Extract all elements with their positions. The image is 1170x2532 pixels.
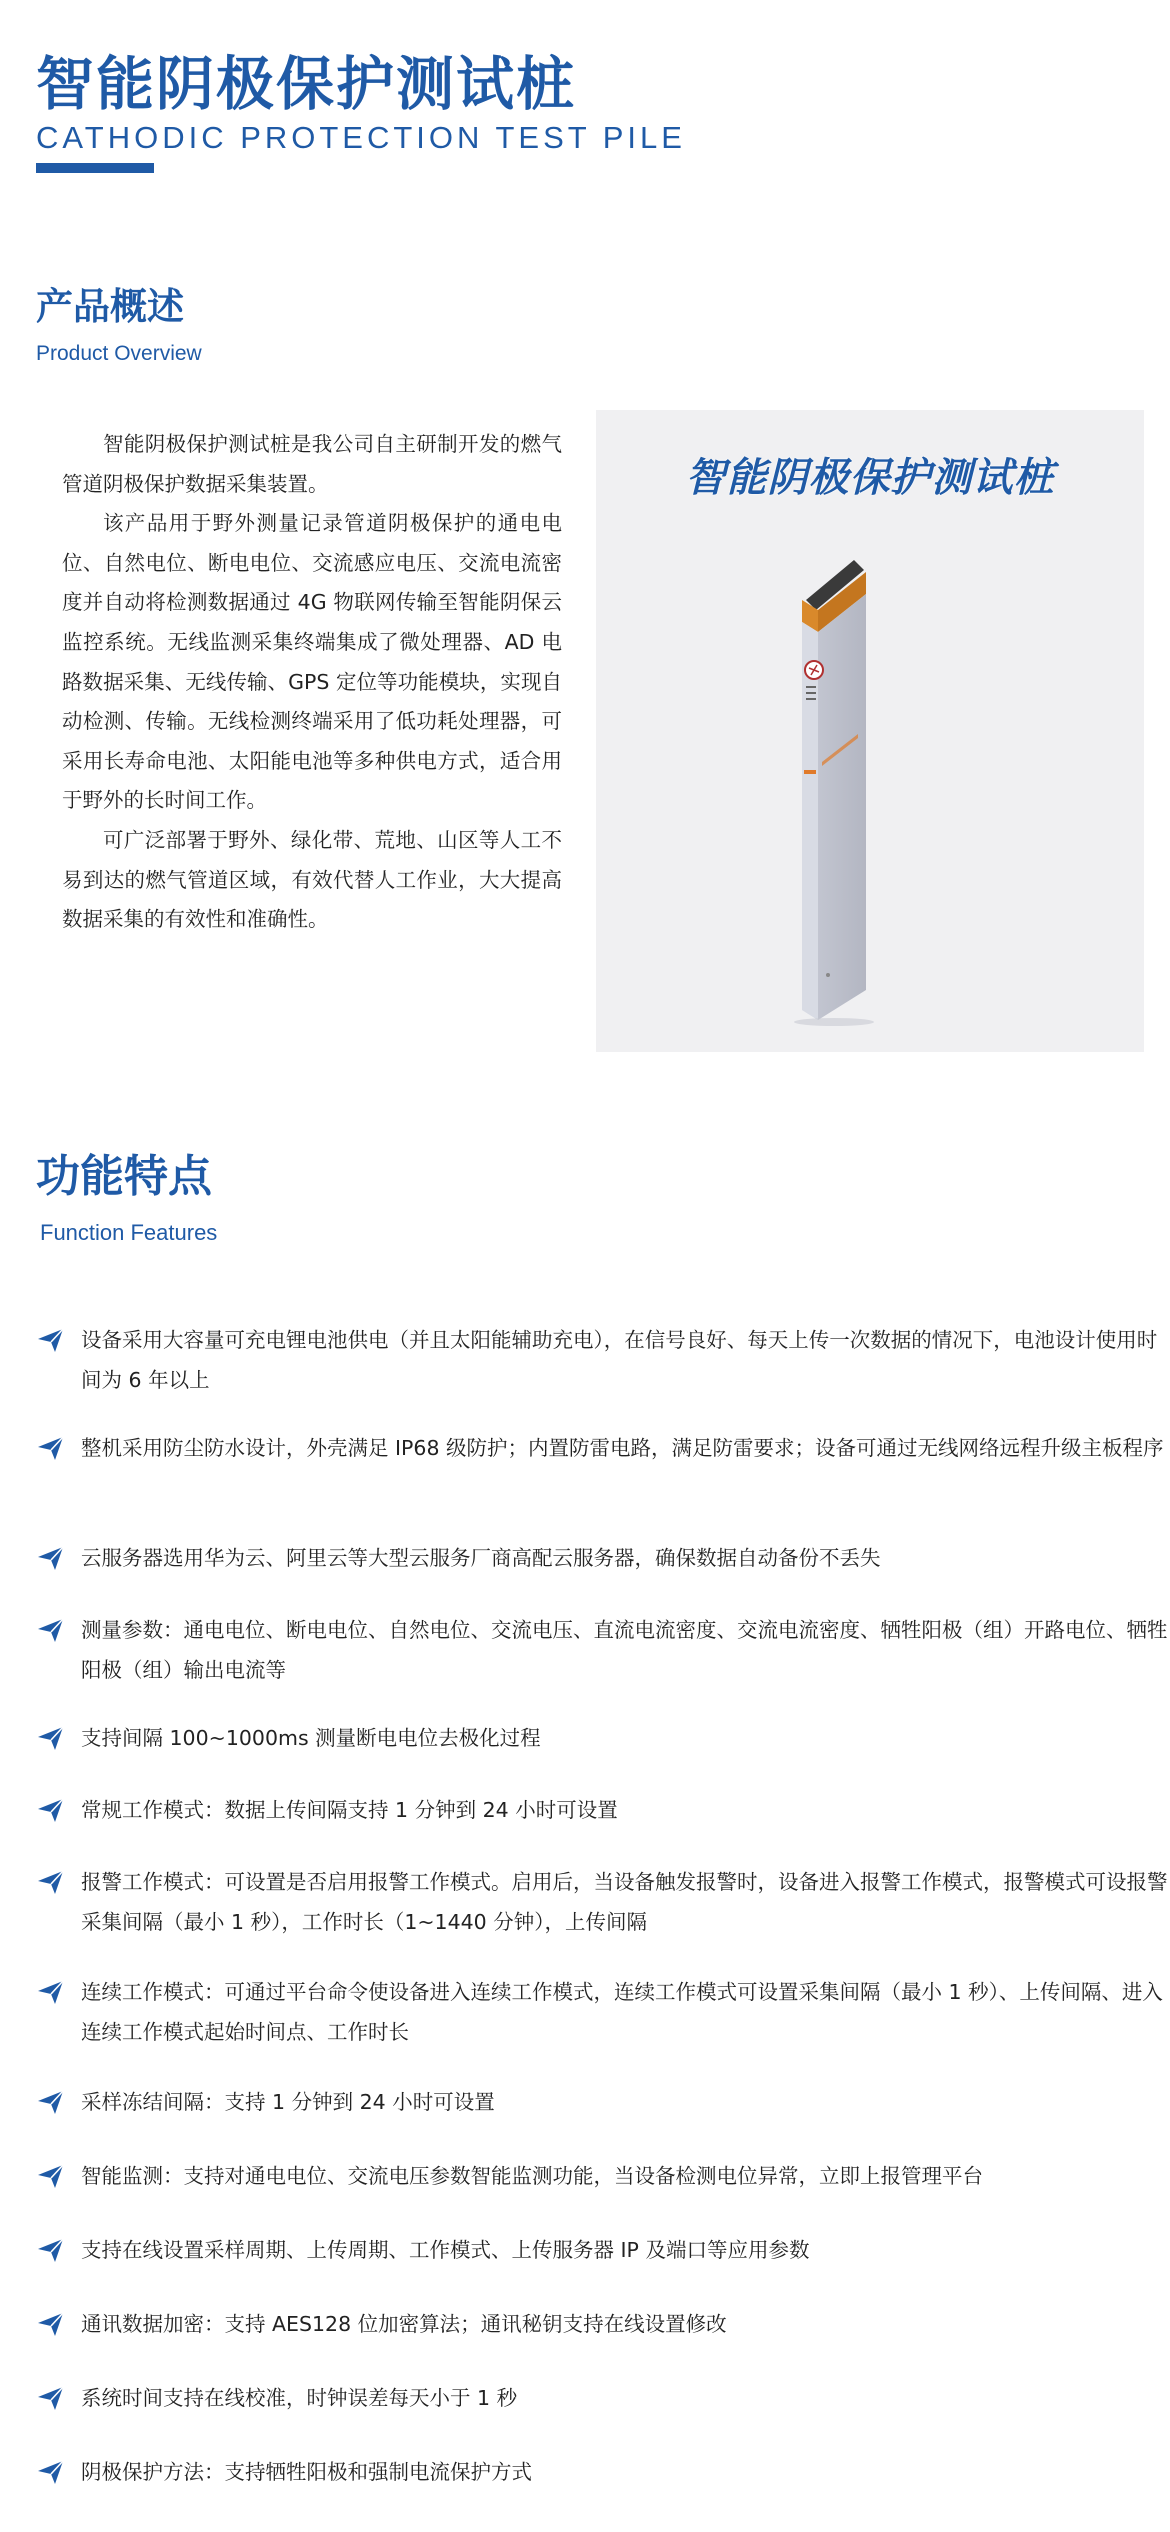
feature-text: 测量参数：通电电位、断电电位、自然电位、交流电压、直流电流密度、交流电流密度、牺牲阳极（组）开路电位、牺牲阳极（组）输出电流等	[81, 1618, 1168, 1682]
paper-plane-icon	[36, 1543, 66, 1573]
overview-subheading: Product Overview	[36, 342, 202, 365]
paper-plane-icon	[36, 1977, 66, 2007]
overview-heading: 产品概述	[36, 285, 184, 328]
feature-text: 支持间隔 100~1000ms 测量断电电位去极化过程	[81, 1726, 541, 1750]
feature-text: 云服务器选用华为云、阿里云等大型云服务厂商高配云服务器，确保数据自动备份不丢失	[81, 1546, 881, 1570]
features-heading: 功能特点	[36, 1151, 212, 1202]
overview-paragraph: 该产品用于野外测量记录管道阴极保护的通电电位、自然电位、断电电位、交流感应电压、交流电流密度并自动将检测数据通过 4G 物联网传输至智能阴保云监控系统。无线监测采集终端集成了微处理器、AD 电路数据采集、无线传输、GPS 定位等功能模块，实现自动检测、传输。无线检测终端采用了低功耗处理器，可采用长寿命电池、太阳能电池等多种供电方式，适合用于野外的长时间工作。	[62, 511, 562, 813]
overview-paragraph: 可广泛部署于野外、绿化带、荒地、山区等人工不易到达的燃气管道区域，有效代替人工作业，大大提高数据采集的有效性和准确性。	[62, 827, 562, 932]
title-underline-bar	[36, 163, 154, 173]
paper-plane-icon	[36, 2161, 66, 2191]
overview-paragraph: 智能阴极保护测试桩是我公司自主研制开发的燃气管道阴极保护数据采集装置。	[62, 432, 562, 496]
features-subheading: Function Features	[40, 1220, 218, 1245]
page-title: 智能阴极保护测试桩	[36, 50, 577, 118]
feature-text: 通讯数据加密：支持 AES128 位加密算法；通讯秘钥支持在线设置修改	[81, 2312, 727, 2336]
feature-text: 阴极保护方法：支持牺牲阳极和强制电流保护方式	[81, 2460, 532, 2484]
overview-text	[62, 425, 562, 940]
feature-text: 连续工作模式：可通过平台命令使设备进入连续工作模式，连续工作模式可设置采集间隔（最小 1 秒）、上传间隔、进入连续工作模式起始时间点、工作时长	[81, 1980, 1163, 2044]
paper-plane-icon	[36, 2087, 66, 2117]
paper-plane-icon	[36, 1867, 66, 1897]
page-subtitle: CATHODIC PROTECTION TEST PILE	[36, 120, 686, 155]
feature-text: 设备采用大容量可充电锂电池供电（并且太阳能辅助充电），在信号良好、每天上传一次数据的情况下，电池设计使用时间为 6 年以上	[81, 1328, 1158, 1392]
paper-plane-icon	[36, 1325, 66, 1355]
feature-text: 支持在线设置采样周期、上传周期、工作模式、上传服务器 IP 及端口等应用参数	[81, 2238, 810, 2262]
feature-text: 智能监测：支持对通电电位、交流电压参数智能监测功能，当设备检测电位异常，立即上报管理平台	[81, 2164, 983, 2188]
paper-plane-icon	[36, 1795, 66, 1825]
feature-text: 常规工作模式：数据上传间隔支持 1 分钟到 24 小时可设置	[81, 1798, 618, 1822]
paper-plane-icon	[36, 2457, 66, 2487]
paper-plane-icon	[36, 2309, 66, 2339]
feature-text: 整机采用防尘防水设计，外壳满足 IP68 级防护；内置防雷电路，满足防雷要求；设备可通过无线网络远程升级主板程序	[81, 1436, 1164, 1460]
paper-plane-icon	[36, 1433, 66, 1463]
feature-text: 报警工作模式：可设置是否启用报警工作模式。启用后，当设备触发报警时，设备进入报警工作模式，报警模式可设报警采集间隔（最小 1 秒），工作时长（1~1440 分钟），上传间隔	[81, 1870, 1168, 1934]
product-image	[596, 410, 1144, 1052]
paper-plane-icon	[36, 2383, 66, 2413]
test-pile-illustration	[596, 410, 1144, 1052]
product-image-title: 智能阴极保护测试桩	[685, 455, 1055, 501]
paper-plane-icon	[36, 1615, 66, 1645]
feature-text: 采样冻结间隔：支持 1 分钟到 24 小时可设置	[81, 2090, 495, 2114]
paper-plane-icon	[36, 2235, 66, 2265]
paper-plane-icon	[36, 1723, 66, 1753]
feature-text: 系统时间支持在线校准，时钟误差每天小于 1 秒	[81, 2386, 518, 2410]
